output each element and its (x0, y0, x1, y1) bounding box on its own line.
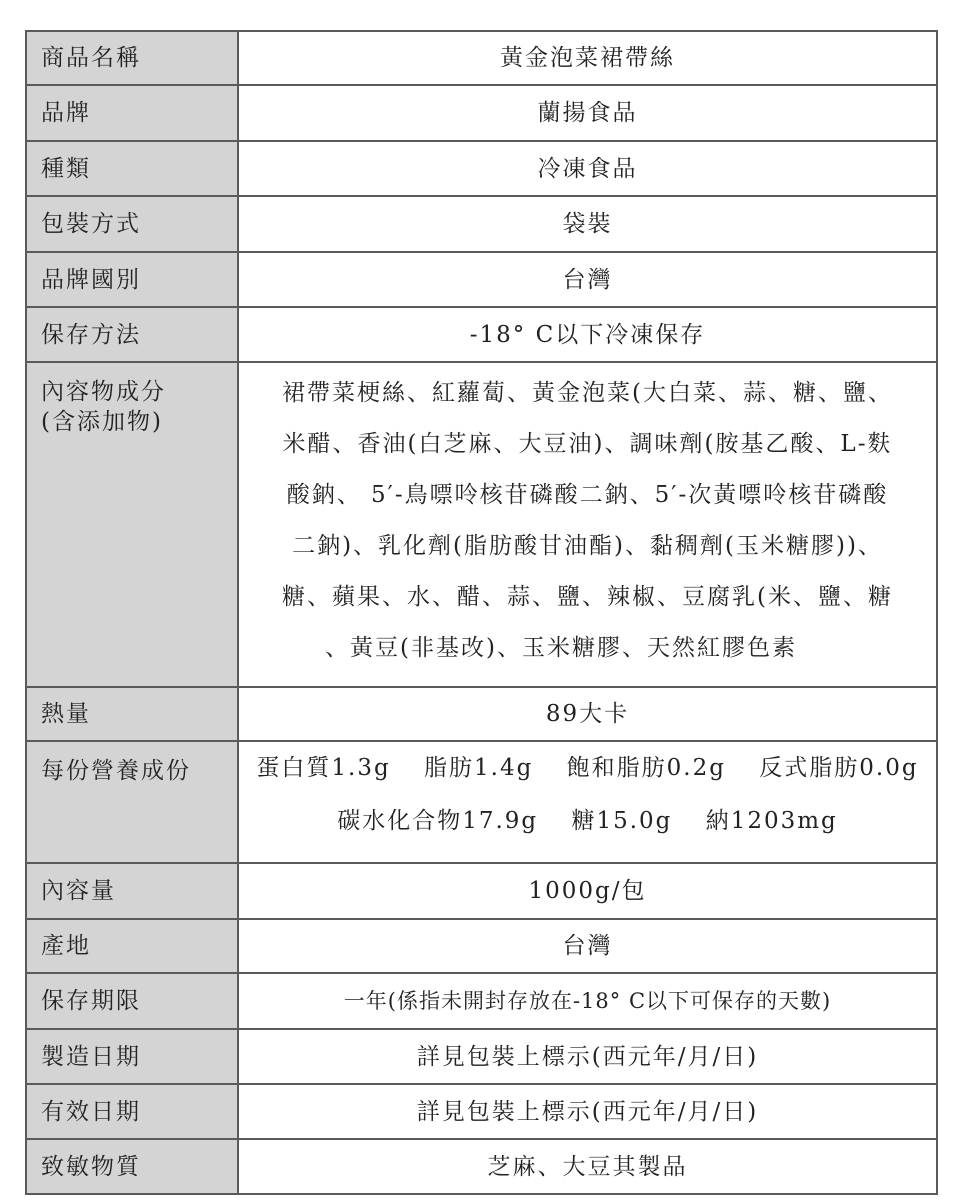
spec-row-ingredients (26, 362, 937, 687)
nutrient: 碳水化合物17.9g (337, 808, 539, 834)
row-value: 蘭揚食品 (238, 85, 937, 141)
ingredients-label: 內容物成分 (41, 379, 166, 405)
row-value: 詳見包裝上標示(西元年/月/日) (238, 1084, 937, 1139)
row-label: 商品名稱 (26, 31, 238, 85)
ingredients-line: 糖、蘋果、水、醋、蒜、鹽、辣椒、豆腐乳(米、鹽、糖 (282, 584, 893, 610)
spec-row-allergens (26, 1139, 937, 1194)
spec-row-expiry-date (26, 1084, 937, 1139)
row-label: 內容量 (26, 863, 238, 919)
row-value: 袋裝 (238, 196, 937, 252)
row-value: 台灣 (238, 919, 937, 973)
ingredients-value (238, 362, 937, 687)
nutrient: 納1203mg (705, 808, 838, 834)
nutrient: 糖15.0g (571, 808, 673, 834)
ingredients-line: 裙帶菜梗絲、紅蘿蔔、黃金泡菜(大白菜、蒜、糖、鹽、 (282, 380, 893, 406)
row-value: 台灣 (238, 252, 937, 307)
ingredients-sublabel: (含添加物) (41, 409, 163, 435)
row-label: 製造日期 (26, 1029, 238, 1084)
nutrient: 飽和脂肪0.2g (566, 755, 726, 781)
row-label: 有效日期 (26, 1084, 238, 1139)
row-value: -18° C以下冷凍保存 (238, 307, 937, 362)
row-value: 冷凍食品 (238, 141, 937, 196)
row-label: 致敏物質 (26, 1139, 238, 1194)
nutrition-value (238, 741, 937, 863)
spec-row-origin (26, 919, 937, 973)
row-label: 保存方法 (26, 307, 238, 362)
row-label: 包裝方式 (26, 196, 238, 252)
row-value: 一年(係指未開封存放在-18° C以下可保存的天數) (238, 973, 937, 1029)
row-value: 89大卡 (238, 687, 937, 741)
spec-row-name (26, 31, 937, 85)
nutrition-line (239, 742, 936, 795)
row-label: 保存期限 (26, 973, 238, 1029)
row-value: 黃金泡菜裙帶絲 (238, 31, 937, 85)
product-spec-table (25, 30, 938, 1195)
row-label: 熱量 (26, 687, 238, 741)
spec-row-packaging (26, 196, 937, 252)
ingredients-line: 、黃豆(非基改)、玉米糖膠、天然紅膠色素 (325, 635, 797, 661)
row-label: 品牌 (26, 85, 238, 141)
nutrient: 脂肪1.4g (424, 755, 534, 781)
spec-row-storage (26, 307, 937, 362)
row-value: 1000g/包 (238, 863, 937, 919)
row-value: 芝麻、大豆其製品 (238, 1139, 937, 1194)
spec-row-brand-country (26, 252, 937, 307)
spec-row-nutrition (26, 741, 937, 863)
row-label: 種類 (26, 141, 238, 196)
spec-row-manufacture-date (26, 1029, 937, 1084)
row-label: 產地 (26, 919, 238, 973)
ingredients-line: 酸鈉、 5′-鳥嘌呤核苷磷酸二鈉、5′-次黃嘌呤核苷磷酸 (286, 482, 889, 508)
nutrition-line (239, 795, 936, 848)
row-label (26, 362, 238, 687)
spec-row-calories (26, 687, 937, 741)
nutrient: 反式脂肪0.0g (759, 755, 919, 781)
spec-row-category (26, 141, 937, 196)
spec-row-brand (26, 85, 937, 141)
row-value: 詳見包裝上標示(西元年/月/日) (238, 1029, 937, 1084)
ingredients-line: 二鈉)、乳化劑(脂肪酸甘油酯)、黏稠劑(玉米糖膠))、 (292, 533, 883, 559)
nutrient: 蛋白質1.3g (256, 755, 391, 781)
spec-row-net-content (26, 863, 937, 919)
row-label: 品牌國別 (26, 252, 238, 307)
ingredients-line: 米醋、香油(白芝麻、大豆油)、調味劑(胺基乙酸、L-麩 (282, 431, 893, 457)
spec-row-shelf-life (26, 973, 937, 1029)
row-label: 每份營養成份 (26, 741, 238, 863)
